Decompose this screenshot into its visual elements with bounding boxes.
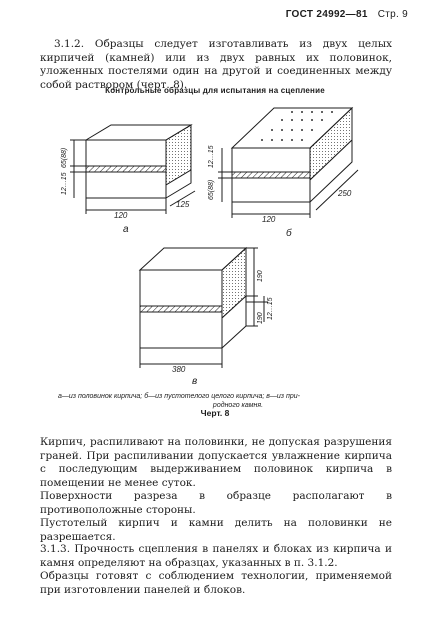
dim-c-width: 380 xyxy=(172,365,186,374)
specimen-c xyxy=(140,248,268,368)
brick-a-upper xyxy=(86,140,166,166)
stone-c-upper xyxy=(140,270,222,306)
paragraph-3-1-3: 3.1.3. Прочность сцепления в панелях и блоках из кирпича и камня определяют на образцах, указанных в п. 3.1.2. xyxy=(40,543,392,569)
dim-c-h-joint: 12…15 xyxy=(267,297,274,320)
dim-a-h-joint: 12…15 xyxy=(61,172,68,195)
page-number: Стр. 9 xyxy=(377,9,408,20)
paragraph-hollow-brick: Пустотелый кирпич и камни делить на половинки не разрешается. xyxy=(40,517,392,543)
label-a: а xyxy=(123,224,129,235)
paragraph-sawing: Кирпич, распиливают на половинки, не допуская разрушения граней. При распиливании допускается увлажнение кирпича с последующим выдерживанием половинок кирпича в помещении не менее суток. xyxy=(40,436,392,489)
mortar-joint-c xyxy=(140,306,222,312)
dim-c-h-top: 190 xyxy=(257,270,264,282)
paragraph-technology: Образцы готовят с соблюдением технологии, применяемой при изготовлении панелей и блоков. xyxy=(40,570,392,596)
mortar-joint-a xyxy=(86,166,166,172)
dim-a-length: 125 xyxy=(176,200,190,209)
dim-c-h-bottom: 190 xyxy=(257,312,264,324)
figure-number: Черт. 8 xyxy=(200,408,230,418)
label-c: в xyxy=(192,376,198,387)
caption-line-1: а—из половинок кирпича; б—из пустотелого целого кирпича; в—из при- xyxy=(58,393,300,400)
specimen-b xyxy=(218,108,358,218)
dim-b-width: 120 xyxy=(262,215,276,224)
stone-c-lower xyxy=(140,312,222,348)
dim-b-h-bottom: 65(88) xyxy=(208,179,215,200)
dim-b-length: 250 xyxy=(338,189,352,198)
brick-b-lower xyxy=(232,178,310,202)
dim-a-width: 120 xyxy=(114,211,128,220)
brick-a-lower xyxy=(86,172,166,198)
dim-a-h-top: 65(88) xyxy=(61,147,68,168)
mortar-joint-b xyxy=(232,172,310,178)
figure-title: Контрольные образцы для испытания на сцепление xyxy=(105,86,325,95)
paragraph-3-1-2: 3.1.2. Образцы следует изготавливать из двух целых кирпичей (камней) или из двух равных их половинок, уложенных постелями один на другой и соединенных между собой раствором (черт. 8). xyxy=(40,38,392,91)
caption-line-2: родного камня. xyxy=(212,402,264,409)
dim-b-h-top: 12…15 xyxy=(208,145,215,168)
standard-number: ГОСТ 24992—81 xyxy=(285,9,368,20)
brick-b-upper xyxy=(232,148,310,172)
label-b: б xyxy=(286,228,292,239)
paragraph-cut-surfaces: Поверхности разреза в образце располагают в противоположные стороны. xyxy=(40,490,392,516)
